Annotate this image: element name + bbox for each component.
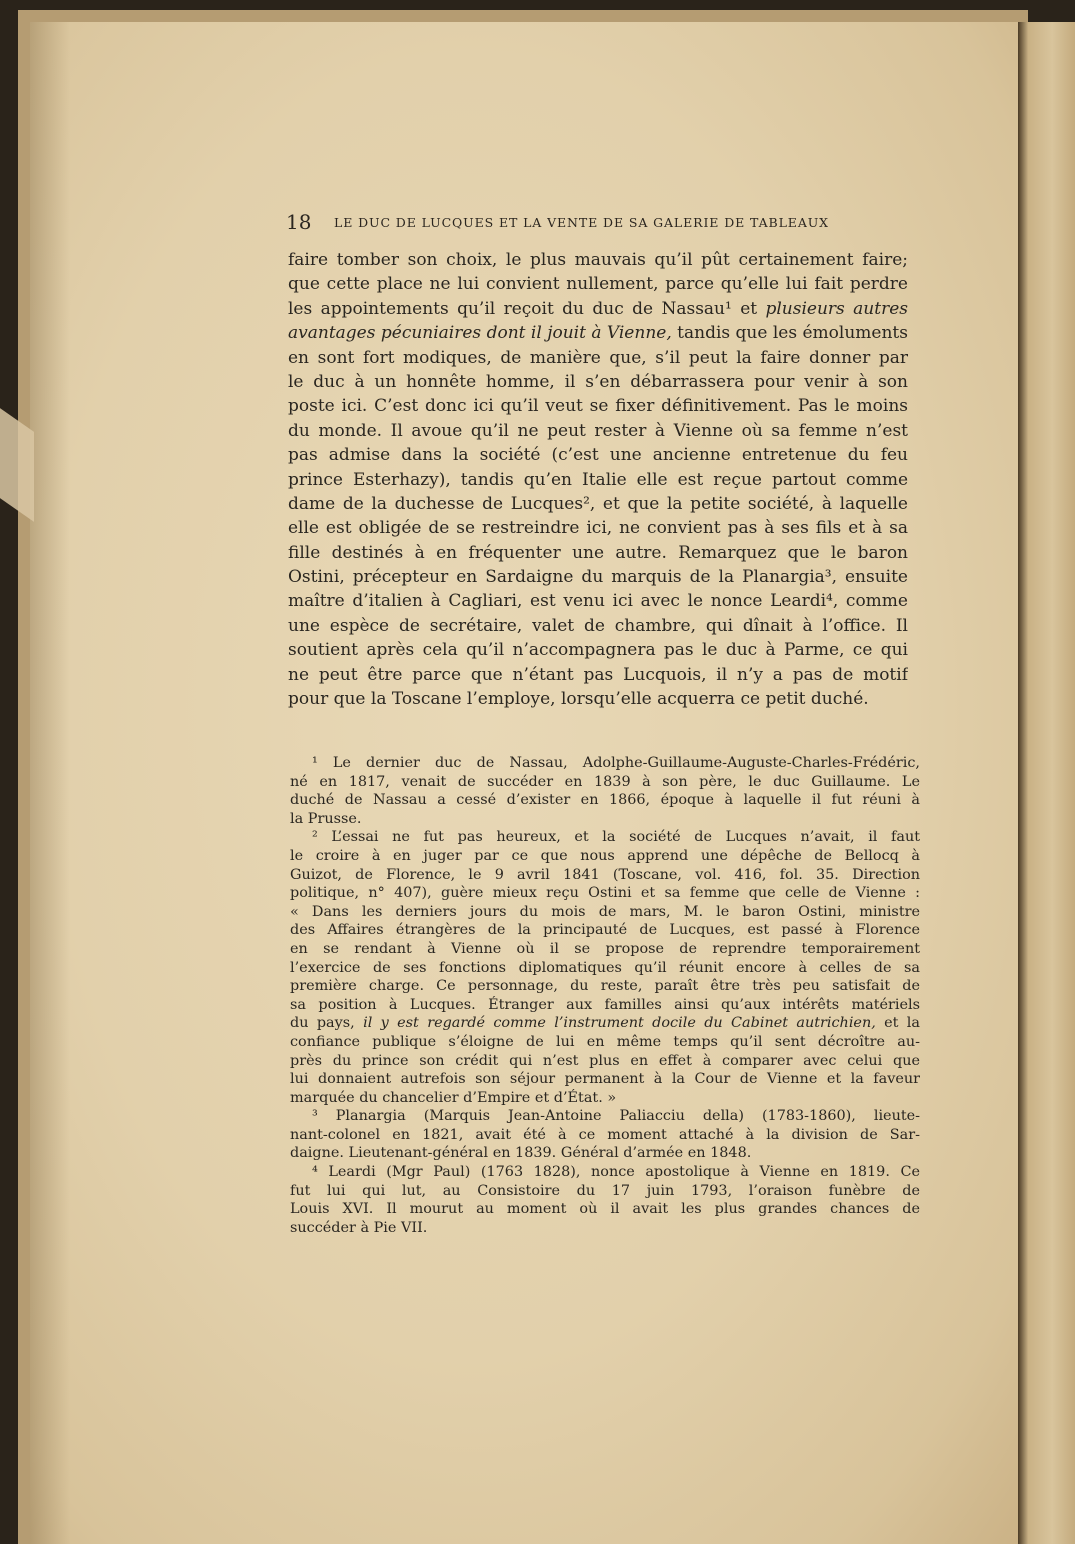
body-line-plain: les appointements qu’il reçoit du duc de Nassau¹ et xyxy=(288,298,766,319)
footnote-line: politique, n° 407), guère mieux reçu Ostini et sa femme que celle de Vienne : xyxy=(290,885,920,902)
footnote-line: première charge. Ce personnage, du reste, paraît être très peu satisfait de xyxy=(290,978,920,995)
body-line: poste ici. C’est donc ici qu’il veut se fixer définitivement. Pas le moins xyxy=(288,396,908,417)
body-line: que cette place ne lui convient nullement, parce qu’elle lui fait perdre xyxy=(288,274,908,295)
footnote-line: près du prince son crédit qui n’est plus en effet à comparer avec celui que xyxy=(290,1052,920,1069)
footnote-line xyxy=(290,1014,920,1033)
footnote-italic: il y est regardé comme l’instrument docile du Cabinet autrichien, xyxy=(363,1015,876,1032)
footnote-line: né en 1817, venait de succéder en 1839 à son père, le duc Guillaume. Le xyxy=(290,773,920,790)
footnote-line: succéder à Pie VII. xyxy=(290,1219,428,1236)
body-line xyxy=(288,297,908,321)
body-line xyxy=(288,321,908,345)
body-line: du monde. Il avoue qu’il ne peut rester à Vienne où sa femme n’est xyxy=(288,420,908,441)
body-text xyxy=(288,248,908,711)
footnote-line: Louis XVI. Il mourut au moment où il avait les plus grandes chances de xyxy=(290,1201,920,1218)
body-line: prince Esterhazy), tandis qu’en Italie elle est reçue partout comme xyxy=(288,469,908,490)
page-number: 18 xyxy=(286,210,312,234)
body-line: soutient après cela qu’il n’accompagnera pas le duc à Parme, ce qui xyxy=(288,640,908,661)
footnote-line: nant-colonel en 1821, avait été à ce moment attaché à la division de Sar- xyxy=(290,1126,920,1143)
body-line: faire tomber son choix, le plus mauvais qu’il pût certainement faire; xyxy=(288,250,908,270)
body-line: elle est obligée de se restreindre ici, ne convient pas à ses fils et à sa xyxy=(288,518,908,539)
footnote-line: marquée du chancelier d’Empire et d’État. » xyxy=(290,1089,617,1106)
body-line-italic: avantages pécuniaires dont il jouit à Vienne, xyxy=(288,323,672,344)
body-line: le duc à un honnête homme, il s’en débarrassera pour venir à son xyxy=(288,371,908,392)
facing-page-edge xyxy=(1018,22,1075,1544)
page-header xyxy=(286,210,926,236)
footnote-1 xyxy=(290,754,920,828)
body-line: pour que la Toscane l’employe, lorsqu’elle acquerra ce petit duché. xyxy=(288,689,869,710)
body-line: une espèce de secrétaire, valet de chambre, qui dînait à l’office. Il xyxy=(288,615,908,636)
footnote-line: fut lui qui lut, au Consistoire du 17 juin 1793, l’oraison funèbre de xyxy=(290,1182,920,1199)
footnote-line: en se rendant à Vienne où il se propose de reprendre temporairement xyxy=(290,940,920,957)
footnote-line: l’exercice de ses fonctions diplomatiques qu’il réunit encore à celles de sa xyxy=(290,959,920,976)
running-title: LE DUC DE LUCQUES ET LA VENTE DE SA GALERIE DE TABLEAUX xyxy=(334,215,829,230)
footnote-plain: du pays, xyxy=(290,1015,364,1032)
body-line: maître d’italien à Cagliari, est venu ici avec le nonce Leardi⁴, comme xyxy=(288,591,908,612)
body-line-italic: plusieurs autres xyxy=(765,298,908,319)
footnote-line: sa position à Lucques. Étranger aux familles ainsi qu’aux intérêts matériels xyxy=(290,996,920,1013)
body-line-plain: tandis que les émoluments xyxy=(671,323,908,344)
footnote-line: duché de Nassau a cessé d’exister en 1866, époque à laquelle il fut réuni à xyxy=(290,792,920,809)
footnote-2 xyxy=(290,828,920,1107)
footnote-line: confiance publique s’éloigne de lui en même temps qu’il sent décroître au- xyxy=(290,1033,920,1050)
footnote-line: le croire à en juger par ce que nous apprend une dépêche de Bellocq à xyxy=(290,847,920,864)
body-line: fille destinés à en fréquenter une autre. Remarquez que le baron xyxy=(288,542,908,563)
body-line: Ostini, précepteur en Sardaigne du marquis de la Planargia³, ensuite xyxy=(288,567,908,588)
footnote-line: ¹ Le dernier duc de Nassau, Adolphe-Guillaume-Auguste-Charles-Frédéric, xyxy=(312,755,920,771)
footnote-line: ² L’essai ne fut pas heureux, et la société de Lucques n’avait, il faut xyxy=(312,829,920,846)
body-line: ne peut être parce que n’étant pas Lucquois, il n’y a pas de motif xyxy=(288,664,908,685)
footnote-line: lui donnaient autrefois son séjour permanent à la Cour de Vienne et la faveur xyxy=(290,1071,920,1088)
footnote-line: la Prusse. xyxy=(290,810,362,827)
body-line: pas admise dans la société (c’est une ancienne entretenue du feu xyxy=(288,445,908,466)
footnote-line: ⁴ Leardi (Mgr Paul) (1763 1828), nonce apostolique à Vienne en 1819. Ce xyxy=(312,1164,920,1181)
footnote-3 xyxy=(290,1107,920,1163)
footnote-4 xyxy=(290,1163,920,1237)
footnotes xyxy=(290,754,920,1237)
footnote-line: des Affaires étrangères de la principauté de Lucques, est passé à Florence xyxy=(290,922,920,939)
footnote-plain: et la xyxy=(875,1015,920,1032)
footnote-line: Guizot, de Florence, le 9 avril 1841 (Toscane, vol. 416, fol. 35. Direction xyxy=(290,866,920,883)
footnote-line: ³ Planargia (Marquis Jean-Antoine Paliacciu della) (1783-1860), lieute- xyxy=(312,1108,920,1125)
footnote-line: daigne. Lieutenant-général en 1839. Général d’armée en 1848. xyxy=(290,1145,752,1162)
body-line: en sont fort modiques, de manière que, s’il peut la faire donner par xyxy=(288,347,908,368)
body-line: dame de la duchesse de Lucques², et que la petite société, à laquelle xyxy=(288,493,908,514)
footnote-line: « Dans les derniers jours du mois de mars, M. le baron Ostini, ministre xyxy=(290,903,920,920)
